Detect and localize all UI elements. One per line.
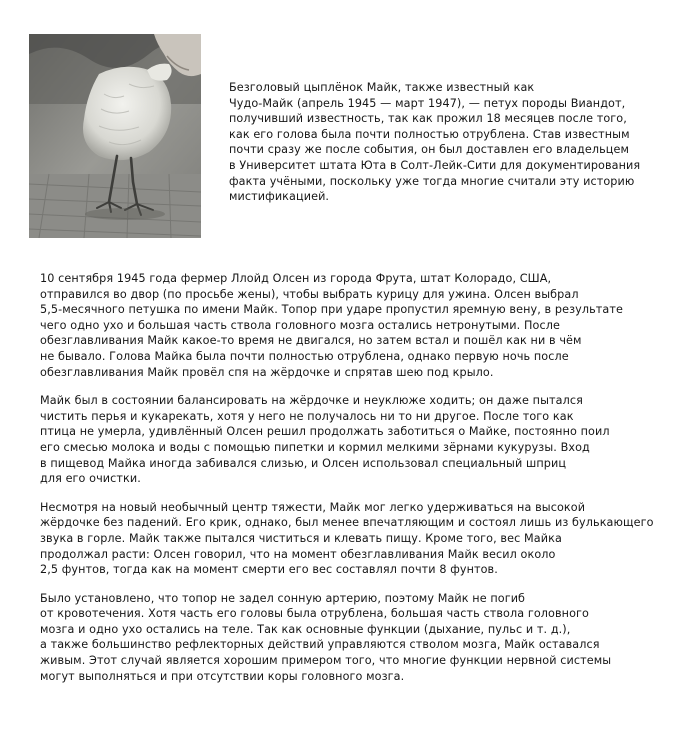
text-line: чего одно ухо и большая часть ствола головного мозга остались нетронутыми. После [40,318,560,332]
chicken-illustration [29,34,201,238]
article-body [40,271,670,697]
text-line: 10 сентября 1945 года фермер Ллойд Олсен из города Фрута, штат Колорадо, США, [40,272,552,285]
text-line: а также большинство рефлекторных действий управляются стволом мозга, Майк оставался [40,638,600,652]
intro-line: Чудо-Майк (апрель 1945 — март 1947), — петух породы Виандот, [229,96,626,110]
text-line: жёрдочке без падений. Его крик, однако, был менее впечатляющим и состоял лишь из булькающего [40,516,654,530]
text-line: 2,5 фунтов, тогда как на момент смерти его вес составлял почти 8 фунтов. [40,563,498,577]
intro-line: Безголовый цыплёнок Майк, также известный как [229,81,535,94]
intro-paragraph [229,80,669,205]
headless-chicken-photo [29,34,201,238]
text-line: обезглавливания Майк провёл спя на жёрдочке и спрятав шею под крыло. [40,365,494,379]
intro-line: в Университет штата Юта в Солт-Лейк-Сити для документирования [229,158,641,172]
paragraph-explanation [40,591,670,685]
text-line: Майк был в состоянии балансировать на жёрдочке и неуклюже ходить; он даже пытался [40,394,583,408]
paragraph-story [40,271,670,380]
intro-line: факта учёными, поскольку уже тогда многие считали эту историю [229,174,635,188]
text-line: живым. Этот случай является хорошим примером того, что многие функции нервной системы [40,654,612,668]
paragraph-balance [40,500,670,578]
paragraph-care [40,393,670,487]
text-line: для его очистки. [40,472,141,486]
text-line: продолжал расти: Олсен говорил, что на момент обезглавливания Майк весил около [40,547,556,561]
text-line: отправился во двор (по просьбе жены), чтобы выбрать курицу для ужина. Олсен выбрал [40,287,579,301]
intro-line: почти сразу же после события, он был доставлен его владельцем [229,143,630,157]
text-line: звука в горле. Майк также пытался чиститься и клевать пищу. Кроме того, вес Майка [40,531,562,545]
intro-line: получивший известность, так как прожил 18 месяцев после того, [229,112,627,126]
intro-line: как его голова была почти полностью отрублена. Став известным [229,127,630,141]
text-line: обезглавливания Майк какое-то время не двигался, но затем встал и пошёл как ни в чём [40,334,582,348]
text-line: 5,5-месячного петушка по имени Майк. Топор при ударе пропустил яремную вену, в результате [40,303,623,317]
text-line: чистить перья и кукарекать, хотя у него не получалось ни то ни другое. После того как [40,409,574,423]
text-line: мозга и одно ухо остались на теле. Так как основные функции (дыхание, пульс и т. д.), [40,622,571,636]
text-line: могут выполняться и при отсутствии коры головного мозга. [40,669,405,683]
intro-line: мистификацией. [229,190,330,204]
text-line: Несмотря на новый необычный центр тяжести, Майк мог легко удерживаться на высокой [40,500,586,514]
text-line: Было установлено, что топор не задел сонную артерию, поэтому Майк не погиб [40,591,526,605]
text-line: его смесью молока и воды с помощью пипетки и кормил мелкими зёрнами кукурузы. Вход [40,440,590,454]
text-line: в пищевод Майка иногда забивался слизью, и Олсен использовал специальный шприц [40,456,567,470]
text-line: от кровотечения. Хотя часть его головы была отрублена, большая часть ствола головного [40,607,589,621]
text-line: не бывало. Голова Майка была почти полностью отрублена, однако первую ночь после [40,349,569,363]
text-line: птица не умерла, удивлённый Олсен решил продолжать заботиться о Майке, постоянно поил [40,425,610,439]
